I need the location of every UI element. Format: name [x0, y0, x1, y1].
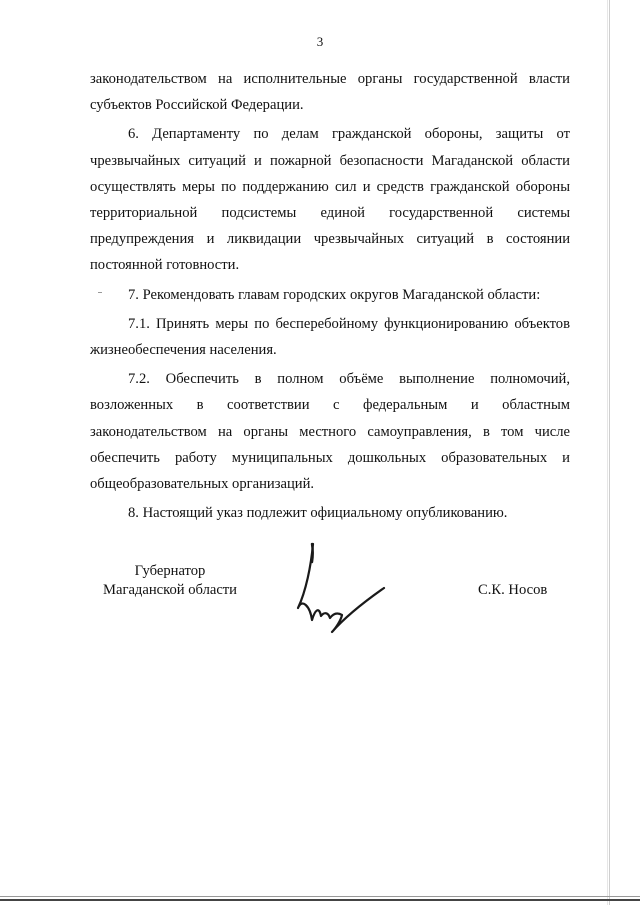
page-number: 3 [316, 34, 324, 49]
page-edge-line [609, 0, 610, 905]
scan-bottom-line [0, 899, 640, 901]
paragraph-continuation: законодательством на исполнительные органы государственной власти субъектов Российской Федерации. [90, 71, 570, 114]
paragraph-6: 6. Департаменту по делам гражданской обороны, защиты от чрезвычайных ситуаций и пожарной безопасности Магаданской области осуществлять меры по поддержанию сил и средств гражданской обороны территориальной подсистемы единой государственной системы предупреждения и ликвидации чрезвычайных ситуаций в состоянии постоянной готовности. [90, 126, 570, 274]
scan-artifact [98, 292, 102, 293]
page-edge-shadow [607, 0, 608, 905]
paragraph-7-2: 7.2. Обеспечить в полном объёме выполнение полномочий, возложенных в соответствии с федеральным и областным законодательством на органы местного самоуправления, в том числе обеспечить работу муниципальных дошкольных образовательных и общеобразовательных организаций. [90, 371, 570, 493]
handwritten-signature [284, 536, 394, 636]
paragraph-7-1: 7.1. Принять меры по бесперебойному функционированию объектов жизнеобеспечения населения. [90, 315, 570, 359]
scan-bottom-line-thin [0, 896, 640, 897]
paragraph-8: 8. Настоящий указ подлежит официальному опубликованию. [128, 505, 508, 522]
signature-stroke-main [298, 544, 384, 632]
signature-stroke-tick [312, 544, 313, 562]
signer-name: С.К. Носов [478, 582, 548, 598]
paragraph-7: 7. Рекомендовать главам городских округов Магаданской области: [128, 286, 541, 303]
document-body [90, 66, 570, 529]
signer-title-line-1: Губернатор [134, 563, 206, 579]
signer-title [90, 562, 250, 600]
signer-title-line-2: Магаданской области [103, 582, 237, 598]
